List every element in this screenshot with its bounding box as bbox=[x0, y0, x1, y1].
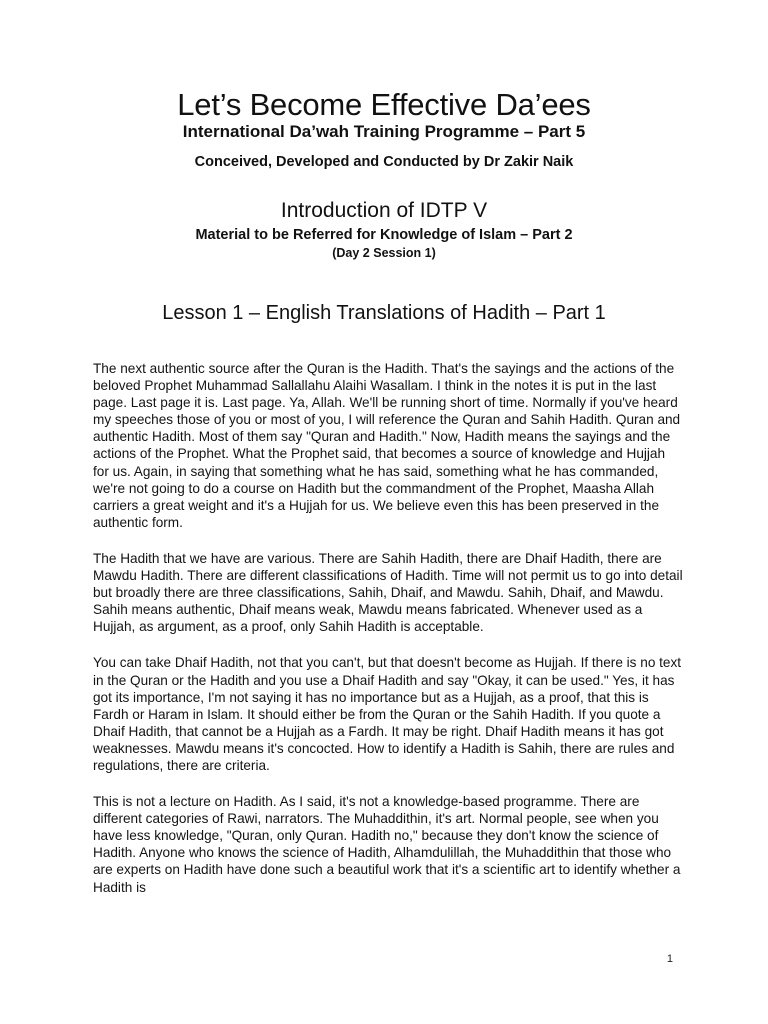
paragraph: The Hadith that we have are various. There are Sahih Hadith, there are Dhaif Hadith, there are Mawdu Hadith. There are different classifications of Hadith. Time will not permit us to go into detail but broadly there are three classifications, Sahih, Dhaif, and Mawdu. Sahih, Dhaif, and Mawdu. Sahih means authentic, Dhaif means weak, Mawdu means fabricated. Whenever used as a Hujjah, as argument, as a proof, only Sahih Hadith is acceptable. bbox=[93, 550, 683, 635]
introduction-session: (Day 2 Session 1) bbox=[332, 246, 436, 260]
lesson-title: Lesson 1 – English Translations of Hadith – Part 1 bbox=[162, 302, 606, 324]
document-subtitle: International Da’wah Training Programme – Part 5 bbox=[182, 122, 586, 141]
introduction-title: Introduction of IDTP V bbox=[280, 199, 488, 222]
page-number: 1 bbox=[666, 953, 673, 965]
body-text bbox=[93, 360, 683, 915]
paragraph: You can take Dhaif Hadith, not that you can't, but that doesn't become as Hujjah. If there is no text in the Quran or the Hadith and you use a Dhaif Hadith and say "Okay, it can be used." Yes, it has got its importance, I'm not saying it has no importance but as a Hujjah, as a proof, that this is Fardh or Haram in Islam. It should either be from the Quran or the Sahih Hadith. If you quote a Dhaif Hadith, that cannot be a Hujjah as a Fardh. It may be right. Dhaif Hadith means it has got weaknesses. Mawdu means it's concocted. How to identify a Hadith is Sahih, there are rules and regulations, there are criteria. bbox=[93, 655, 682, 773]
introduction-subtitle: Material to be Referred for Knowledge of Islam – Part 2 bbox=[195, 227, 573, 243]
paragraph: This is not a lecture on Hadith. As I said, it's not a knowledge-based programme. There are different categories of Rawi, narrators. The Muhaddithin, it's art. Normal people, see when you have less knowledge, "Quran, only Quran. Hadith no," because they don't know the science of Hadith. Anyone who knows the science of Hadith, Alhamdulillah, the Muhaddithin that those who are experts on Hadith have done such a beautiful work that it's a scientific art to identify whether a Hadith is bbox=[93, 794, 681, 895]
document-credit: Conceived, Developed and Conducted by Dr Zakir Naik bbox=[194, 154, 574, 170]
document-title: Let’s Become Effective Da’ees bbox=[177, 87, 591, 122]
paragraph: The next authentic source after the Quran is the Hadith. That's the sayings and the actions of the beloved Prophet Muhammad Sallallahu Alaihi Wasallam. I think in the notes it is put in the last page. Last page it is. Last page. Ya, Allah. We'll be running short of time. Normally if you've heard my speeches those of you or most of you, I will reference the Quran and Sahih Hadith. Quran and authentic Hadith. Most of them say "Quran and Hadith." Now, Hadith means the sayings and the actions of the Prophet. What the Prophet said, that becomes a source of knowledge and Hujjah for us. Again, in saying that something what he has said, something what he has commanded, we're not going to do a course on Hadith but the commandment of the Prophet, Maasha Allah carriers a great weight and it's a Hujjah for us. We believe even this has been preserved in the authentic form. bbox=[93, 361, 681, 530]
